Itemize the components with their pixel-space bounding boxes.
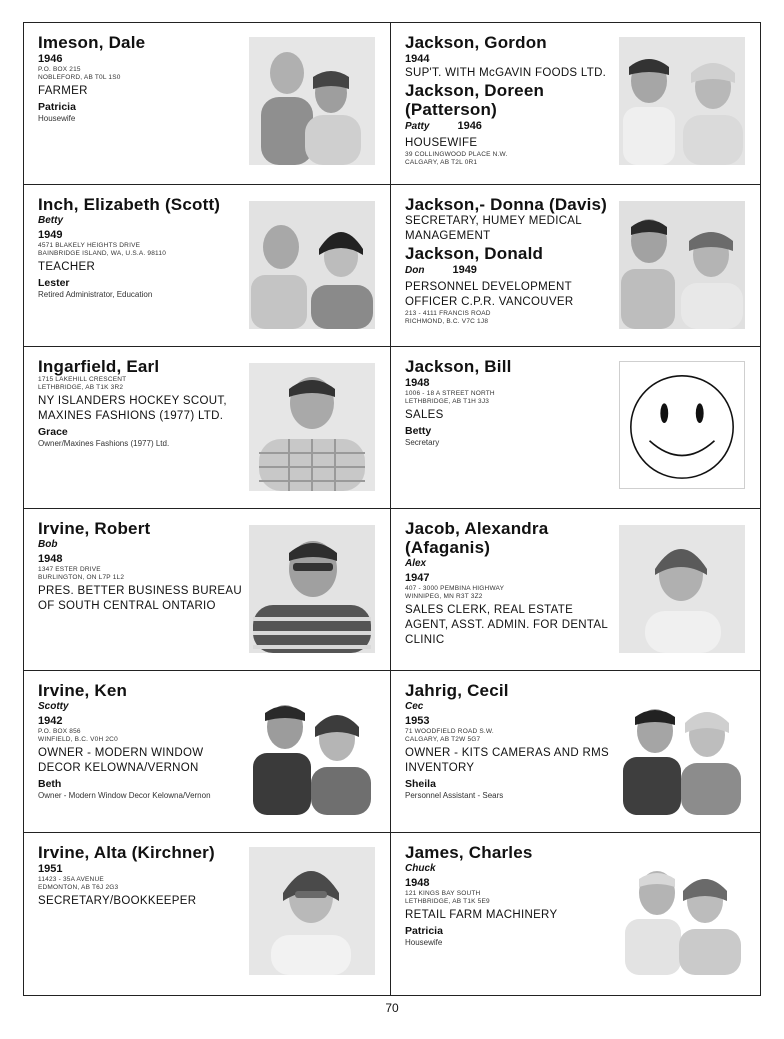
entry-name: Ingarfield, Earl [38,357,160,376]
entry-spouse-name: Lester [38,277,70,289]
entry-address-line2: LETHBRIDGE, AB T1K 3R2 [38,384,124,391]
entry-year: 1953 [405,715,430,727]
entry-spouse-name: Grace [38,426,68,438]
entry-name: Inch, Elizabeth (Scott) [38,195,221,214]
entry-address-line2: BAINBRIDGE ISLAND, WA, U.S.A. 98110 [38,250,167,257]
entry-irvine-robert [24,509,391,671]
entry-occupation-second: PERSONNEL DEVELOPMENT OFFICER C.P.R. VANCOUVER [405,281,574,308]
entry-ingarfield-earl [24,347,391,509]
entry-occupation: SALES CLERK, REAL ESTATE AGENT, ASST. ADMIN. FOR DENTAL CLINIC [405,604,608,646]
entry-spouse-occupation: Housewife [405,938,443,947]
entry-address-line2: NOBLEFORD, AB T0L 1S0 [38,74,121,81]
portrait-photo [249,363,375,491]
entry-spouse-occupation: Secretary [405,438,440,447]
entry-address-line1: 71 WOODFIELD ROAD S.W. [405,728,494,735]
entry-address-line1: 407 - 3000 PEMBINA HIGHWAY [405,585,505,592]
entry-occupation: NY ISLANDERS HOCKEY SCOUT, MAXINES FASHIONS (1977) LTD. [38,395,227,422]
entry-address-line2: WINNIPEG, MN R3T 3Z2 [405,593,483,600]
entry-name: Irvine, Ken [38,681,128,700]
couple-photo [619,201,745,329]
entry-nickname-second: Don [405,265,425,276]
entry-occupation: RETAIL FARM MACHINERY [405,909,558,921]
entry-name: Jackson, Bill [405,357,512,376]
entry-spouse-occupation: Retired Administrator, Education [38,290,153,299]
entry-nickname-second: Patty [405,121,430,132]
entry-jacob-alexandra [391,509,760,671]
entry-address-line2: RICHMOND, B.C. V7C 1J8 [405,318,489,325]
portrait-photo [619,525,745,653]
entry-spouse-occupation: Housewife [38,114,76,123]
entry-nickname: Cec [405,701,424,712]
entry-inch-elizabeth [24,185,391,347]
portrait-photo [249,525,375,653]
entry-year: 1942 [38,715,63,727]
entry-name-second: Jackson, Doreen (Patterson) [405,81,545,119]
entry-occupation: SALES [405,409,444,421]
couple-photo [249,693,375,815]
page-number: 70 [385,1001,399,1015]
entry-name-second: Jackson, Donald [405,244,544,263]
entry-spouse-name: Beth [38,778,62,790]
entry-year: 1948 [405,877,430,889]
entry-address-line1: 39 COLLINGWOOD PLACE N.W. [405,151,508,158]
portrait-photo [249,847,375,975]
entry-year-second: 1946 [457,120,482,132]
entry-occupation: PRES. BETTER BUSINESS BUREAU OF SOUTH CENTRAL ONTARIO [38,585,242,612]
entry-name: Irvine, Alta (Kirchner) [38,843,215,862]
entry-jackson-gordon [391,23,760,185]
entry-year: 1946 [38,53,63,65]
entry-spouse-name: Patricia [405,925,443,937]
entry-occupation: SECRETARY/BOOKKEEPER [38,895,197,907]
entry-james-charles [391,833,760,995]
entry-address-line2: WINFIELD, B.C. V0H 2C0 [38,736,118,743]
entry-irvine-ken [24,671,391,833]
entry-year: 1944 [405,53,430,65]
entry-name: James, Charles [405,843,533,862]
entry-address-line1: 4571 BLAKELY HEIGHTS DRIVE [38,242,141,249]
entry-irvine-alta [24,833,391,995]
entry-address-line1: P.O. BOX 856 [38,728,81,735]
entry-address-line1: 1347 ESTER DRIVE [38,566,101,573]
entry-occupation: TEACHER [38,261,96,273]
couple-photo [249,37,375,165]
entry-nickname: Scotty [38,701,69,712]
entry-occupation: SECRETARY, HUMEY MEDICAL MANAGEMENT [405,215,582,242]
entry-year: 1948 [405,377,430,389]
entry-year: 1951 [38,863,63,875]
entry-jackson-bill [391,347,760,509]
entry-address-line2: BURLINGTON, ON L7P 1L2 [38,574,125,581]
entry-nickname: Alex [405,558,427,569]
entry-nickname: Chuck [405,863,436,874]
entry-name: Jacob, Alexandra (Afaganis) [405,519,549,557]
entry-address-line1: 11423 - 35A AVENUE [38,876,104,883]
couple-photo [619,693,745,815]
entry-name: Jahrig, Cecil [405,681,509,700]
couple-photo [619,859,745,975]
entry-address-line2: CALGARY, AB T2L 0R1 [405,159,478,166]
entry-name: Jackson, Gordon [405,33,547,52]
entry-jackson-donna [391,185,760,347]
couple-photo [619,37,745,165]
entry-occupation: OWNER - MODERN WINDOW DECOR KELOWNA/VERNON [38,747,204,774]
entry-occupation: FARMER [38,85,88,97]
entry-address-line2: LETHBRIDGE, AB T1K 5E9 [405,898,490,905]
entry-name: Irvine, Robert [38,519,151,538]
entry-nickname: Bob [38,539,58,550]
entry-spouse-occupation: Owner - Modern Window Decor Kelowna/Vernon [38,791,211,800]
entry-address-line2: CALGARY, AB T2W 5G7 [405,736,481,743]
entry-spouse-occupation: Owner/Maxines Fashions (1977) Ltd. [38,439,170,448]
entry-jahrig-cecil [391,671,760,833]
entry-address-line1: 1715 LAKEHILL CRESCENT [38,376,127,383]
entry-name: Jackson,- Donna (Davis) [405,195,608,214]
couple-photo [249,201,375,329]
yearbook-grid [23,22,761,996]
entry-year: 1949 [38,229,63,241]
entry-occupation: OWNER - KITS CAMERAS AND RMS INVENTORY [405,747,609,774]
entry-address-line2: LETHBRIDGE, AB T1H 3J3 [405,398,490,405]
entry-address-line1: 1006 - 18 A STREET NORTH [405,390,495,397]
entry-year: 1948 [38,553,63,565]
entry-nickname: Betty [38,215,64,226]
entry-year-second: 1949 [452,264,477,276]
smiley-face-icon [619,361,745,489]
entry-occupation-second: HOUSEWIFE [405,137,478,149]
entry-year: 1947 [405,572,430,584]
entry-address-line2: EDMONTON, AB T6J 2G3 [38,884,119,891]
entry-name: Imeson, Dale [38,33,146,52]
entry-spouse-name: Patricia [38,101,76,113]
entry-address-line1: 213 - 4111 FRANCIS ROAD [405,310,491,317]
entry-address-line1: 121 KINGS BAY SOUTH [405,890,481,897]
entry-imeson-dale [24,23,391,185]
entry-address-line1: P.O. BOX 215 [38,66,81,73]
entry-spouse-name: Sheila [405,778,436,790]
entry-spouse-name: Betty [405,425,432,437]
entry-occupation: SUP'T. WITH McGAVIN FOODS LTD. [405,67,607,79]
entry-spouse-occupation: Personnel Assistant - Sears [405,791,504,800]
